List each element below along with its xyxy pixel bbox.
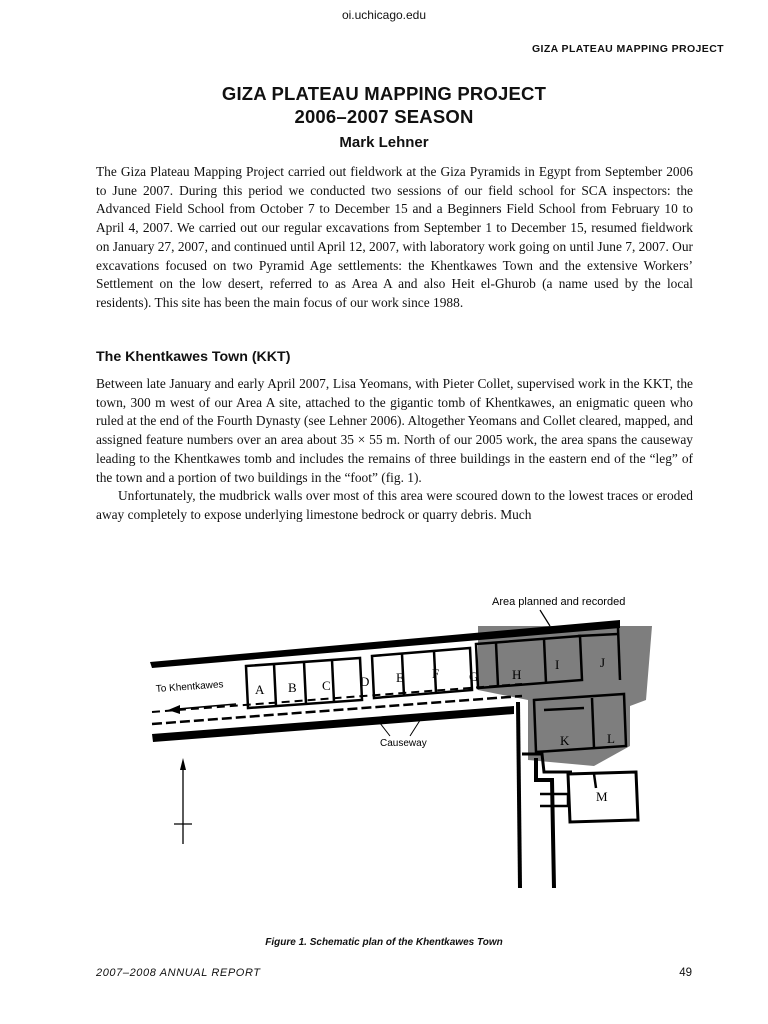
- room-label-j: J: [600, 655, 606, 670]
- body-paragraph: Between late January and early April 2007, Lisa Yeomans, with Pieter Collet, supervised work in the KKT, the town, 300 m west of our Area A site, attached to the gigantic tomb of Khentkawes, an enigmatic queen who ruled at the end of the Fourth Dynasty (see Lehner 2006). Altogether Yeomans and Collet cleared, mapped, and assigned feature numbers over an area about 35 × 55 m. North of our 2005 work, the area spans the causeway leading to the Khentkawes tomb and includes the remains of three buildings in the eastern end of the “leg” of the town and a portion of two buildings in the “foot” (fig. 1).: [96, 376, 693, 485]
- room-label-h: H: [512, 667, 522, 682]
- room-label-e: E: [396, 670, 404, 685]
- source-url[interactable]: oi.uchicago.edu: [341, 8, 427, 22]
- room-label-m: M: [596, 789, 608, 804]
- north-arrow-head-icon: [180, 758, 186, 770]
- title-block: [0, 82, 768, 151]
- room-outline: [372, 648, 472, 698]
- kkt-section: [96, 349, 693, 365]
- page-number: 49: [679, 967, 692, 979]
- room-wall: [274, 664, 276, 706]
- room-label-a: A: [255, 682, 265, 697]
- south-wall: [152, 706, 514, 742]
- arrow-head-icon: [168, 705, 180, 714]
- room-label-c: C: [322, 678, 331, 693]
- causeway-label: Causeway: [380, 738, 427, 749]
- kkt-body: [96, 375, 693, 525]
- running-head: GIZA PLATEAU MAPPING PROJECT: [531, 43, 724, 55]
- intro-paragraph: The Giza Plateau Mapping Project carried out fieldwork at the Giza Pyramids in Egypt from September 2006 to June 2007. During this period we conducted two sessions of our field school for SCA inspectors: the Advanced Field School from October 7 to December 15 and a Beginners Field School from February 10 to April 4, 2007. We carried out our regular excavations from September 1 to December 15, resumed fieldwork on January 27, 2007, and continued until April 12, 2007, with laboratory work going on until June 7, 2007. Our excavations focused on two Pyramid Age settlements: the Khentkawes Town and the extensive Workers’ Settlement on the low desert, referred to as Area A and also Heit el-Ghurob (a name used by the local residents). This site has been the main focus of our work since 1988.: [96, 164, 693, 310]
- room-label-i: I: [555, 657, 560, 672]
- area-leader-line: [540, 610, 550, 626]
- section-heading: The Khentkawes Town (KKT): [96, 349, 291, 365]
- area-label: Area planned and recorded: [492, 596, 626, 608]
- room-wall: [332, 660, 334, 702]
- footer-report-title: 2007–2008 ANNUAL REPORT: [96, 967, 261, 979]
- room-m-wall: [594, 774, 596, 788]
- direction-label: To Khentkawes: [155, 679, 224, 695]
- body-paragraph: Unfortunately, the mudbrick walls over most of this area were scoured down to the lowest traces or eroded away completely to expose underlying limestone bedrock or quarry debris. Much: [96, 488, 693, 522]
- room-label-b: B: [288, 680, 297, 695]
- khentkawes-town-plan: [140, 588, 660, 888]
- figure-plan: [140, 588, 660, 888]
- room-label-k: K: [560, 733, 570, 748]
- room-wall: [304, 662, 306, 704]
- article-title: GIZA PLATEAU MAPPING PROJECT: [221, 83, 547, 104]
- room-label-g: G: [469, 669, 479, 684]
- room-label-l: L: [607, 731, 615, 746]
- article-season: 2006–2007 SEASON: [294, 106, 474, 127]
- room-label-f: F: [432, 666, 440, 681]
- foot-wall: [536, 758, 554, 888]
- intro-section: [96, 163, 693, 313]
- figure-caption: Figure 1. Schematic plan of the Khentkawes Town: [265, 937, 503, 948]
- foot-wall: [518, 702, 520, 888]
- room-label-d: D: [360, 674, 370, 689]
- author-name: Mark Lehner: [339, 134, 429, 151]
